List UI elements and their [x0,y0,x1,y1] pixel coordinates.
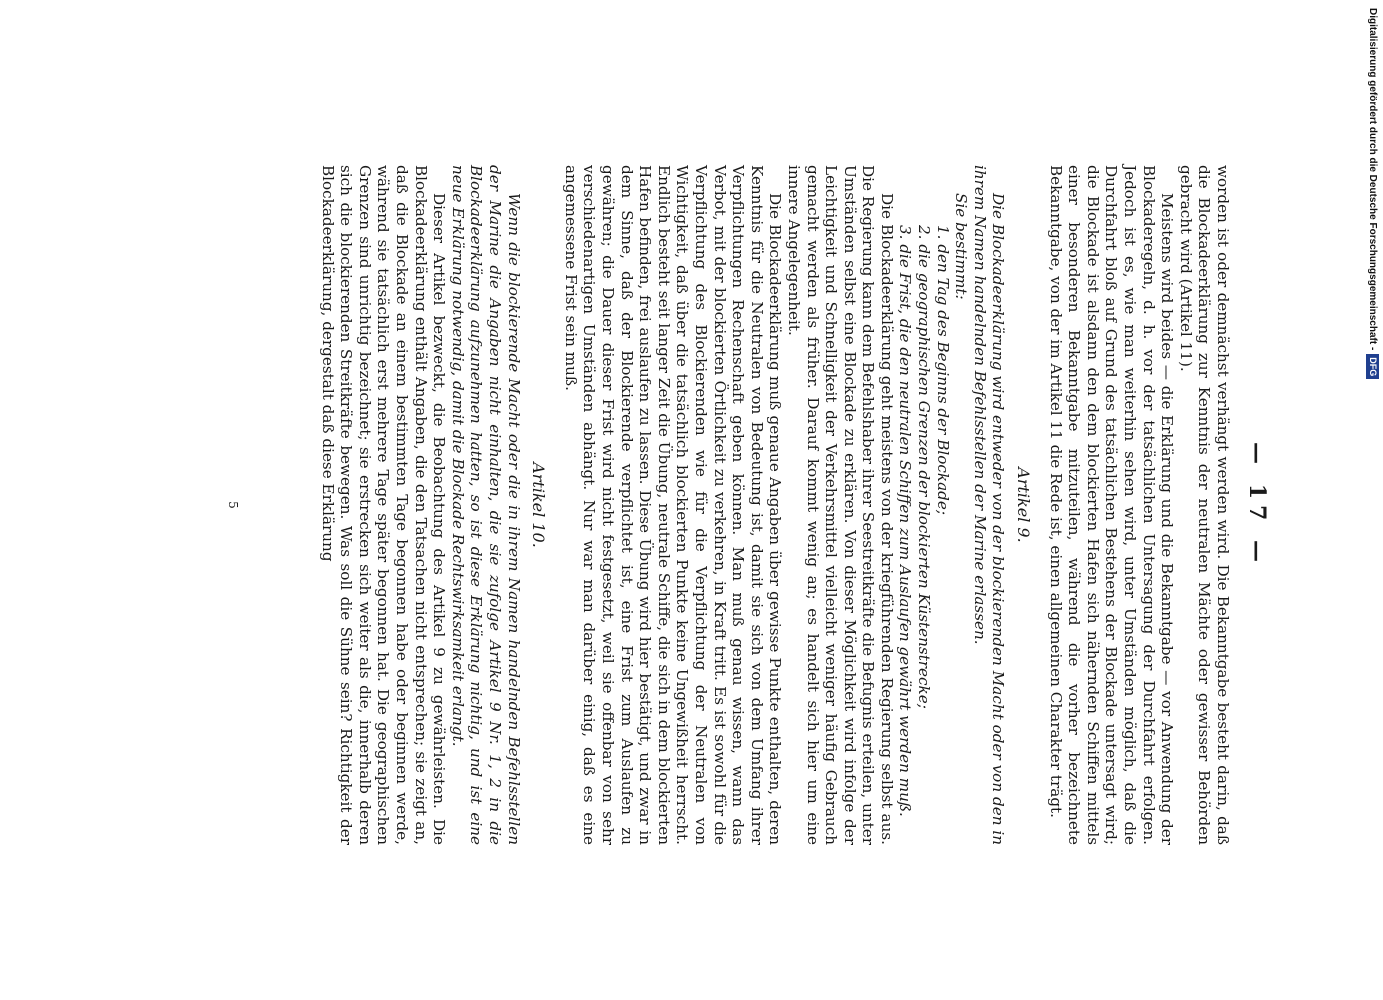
credit-text: Digitalisierung gefördert durch die Deutsche Forschungsgemeinschaft - [1366,8,1378,351]
body-text [318,165,1232,845]
article-9-text: Die Blockadeerklärung wird entweder von der blockierenden Macht oder von den in ihrem Namen handelnden Befehlsstellen der Marine erlassen. [970,165,1008,845]
article-9-heading: Artikel 9. [1014,467,1034,543]
paragraph: Meistens wird beides — die Erklärung und die Bekanntgabe — vor Anwendung der Blockaderegeln, d. h. vor der tatsächlichen Untersagung der Durchfahrt erfolgen. Jedoch ist es, wie man weiterhin sehen wird, unter Umständen möglich, daß die Durchfahrt bloß auf Grund des tatsächlichen Bestehens der Blockade untersagt wird; die Blockade ist alsdann den dem blockierten Hafen sich nähernden Schiffen mittels einer besonderen Bekanntgabe mitzuteilen, während die vorher bezeichnete Bekanntgabe, von der im Artikel 11 die Rede ist, einen allgemeinen Charakter trägt. [1046,165,1177,845]
article-9-intro: Sie bestimmt: [952,193,971,300]
dfg-logo: DFG [1366,354,1379,379]
list-item: 3. die Frist, die den neutralen Schiffen zum Auslaufen gewährt werden muß. [896,225,915,817]
paragraph: Die Blockadeerklärung muß genaue Angaben über gewisse Punkte enthalten, deren Kenntnis für die Neutralen von Bedeutung ist, damit sie sich von dem Umfang ihrer Verpflichtungen Rechenschaft geben können. Man muß genau wissen, wann das Verbot, mit der blockierten Örtlichkeit zu verkehren, in Kraft tritt. Es ist sowohl für die Verpflichtung des Blockierenden wie für die Verpflichtung der Neutralen von Wichtigkeit, daß über die tatsächlich blockierten Punkte keine Ungewißheit herrscht. Endlich besteht seit langer Zeit die Übung, neutrale Schiffe, die sich in dem blockierten Hafen befinden, frei auslaufen zu lassen. Diese Übung wird hier bestätigt, und zwar in dem Sinne, daß der Blockierende verpflichtet ist, eine Frist zum Auslaufen zu gewähren; die Dauer dieser Frist wird nicht festgesetzt, weil sie offenbar von sehr verschiedenartigen Umständen abhängt. Nur war man darüber einig, daß es eine angemessene Frist sein muß. [561,165,785,845]
article-10-heading: Artikel 10. [529,462,549,548]
paragraph: Dieser Artikel bezweckt, die Beobachtung des Artikel 9 zu gewährleisten. Die Blockadeerklärung enthält Angaben, die den Tatsachen nicht entsprechen; sie zeigt an, daß die Blockade an einem bestimmten Tage begonnen habe oder beginnen werde, während sie tatsächlich erst mehrere Tage später begonnen hat. Die geographischen Grenzen sind unrichtig bezeichnet; sie erstrecken sich weiter als die, innerhalb deren sich die blockierenden Streitkräfte bewegen. Was soll die Sühne sein? Richtigkeit der Blockadeerklärung, dergestalt daß diese Erklärung [318,165,449,845]
rotated-page-content [190,165,1270,845]
article-9-list [896,165,952,845]
list-item: 2. die geographischen Grenzen der blockierten Küstenstrecke; [915,225,934,709]
page-number: 5 [226,501,240,509]
page-header: — 17 — [1244,442,1270,568]
digitization-credit [1366,8,1379,379]
paragraph: worden ist oder demnächst verhängt werden wird. Die Bekanntgabe besteht darin, daß die Blockadeerklärung zur Kenntnis der neutralen Mächte oder gewisser Behörden gebracht wird (Artikel 11). [1176,165,1232,845]
paragraph: Die Blockadeerklärung geht meistens von der kriegführenden Regierung selbst aus. Die Regierung kann dem Befehlshaber ihrer Seestreitkräfte die Befugnis erteilen, unter Umständen selbst eine Blockade zu erklären. Von dieser Möglichkeit wird infolge der Leichtigkeit und Schnelligkeit der Verkehrsmittel vielleicht weniger häufig Gebrauch gemacht werden als früher. Darauf kommt wenig an; es handelt sich hier um eine innere Angelegenheit. [784,165,896,845]
article-10-text: Wenn die blockierende Macht oder die in ihrem Namen handelnden Befehlsstellen der Marine die Angaben nicht einhalten, die sie zufolge Artikel 9 Nr. 1, 2 in die Blockadeerklärung aufzunehmen hatten, so ist diese Erklärung nichtig, und ist eine neue Erklärung notwendig, damit die Blockade Rechtswirksamkeit erlangt. [448,165,523,845]
list-item: 1. den Tag des Beginns der Blockade; [933,225,952,515]
